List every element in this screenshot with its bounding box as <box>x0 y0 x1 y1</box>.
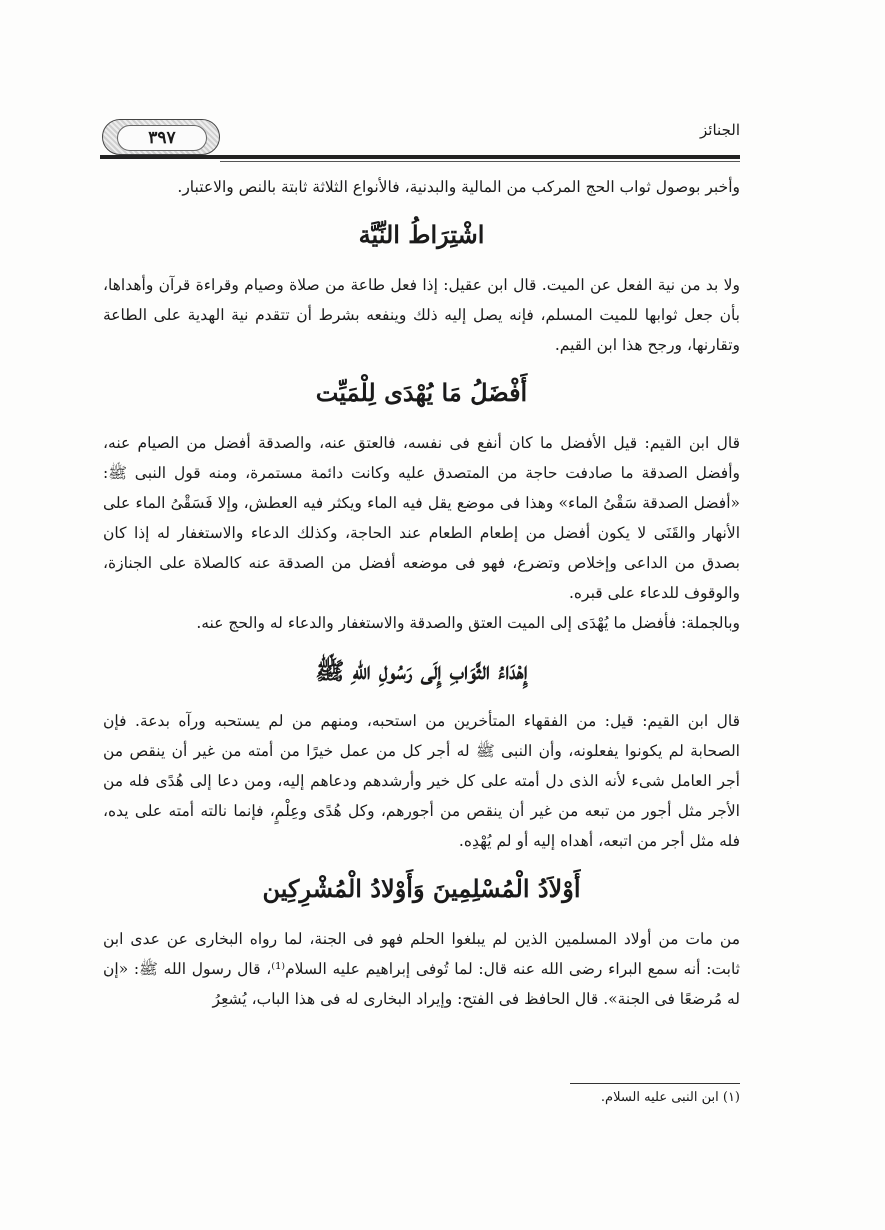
section-heading: أَفْضَلُ مَا يُهْدَى لِلْمَيِّت <box>315 378 528 407</box>
paragraph: ولا بد من نية الفعل عن الميت. قال ابن عقيل: إذا فعل طاعة من صلاة وصيام وقراءة قرآن وأهداها، بأن جعل ثوابها للميت المسلم، فإنه يصل إليه ذلك وينفعه بشرط أن تتقدم نية الهدية على الطاعة وتقارنها، ورجح هذا ابن القيم. <box>103 276 740 354</box>
footnote-rule <box>570 1083 740 1084</box>
footnote: (١) ابن النبى عليه السلام. <box>600 1090 740 1105</box>
header-rule-thin <box>220 161 740 162</box>
paragraph: وبالجملة: فأفضل ما يُهْدَى إلى الميت العتق والصدقة والاستغفار والدعاء له والحج عنه. <box>196 614 740 632</box>
page-header <box>100 115 740 165</box>
header-rule <box>100 155 740 159</box>
footnotes <box>103 1083 740 1105</box>
paragraph: قال ابن القيم: قيل الأفضل ما كان أنفع فى نفسه، فالعتق عنه، والصدقة أفضل من الصيام عنه، وأفضل الصدقة ما صادفت حاجة من المتصدق عليه وكانت دائمة مستمرة، ومنه قول النبى ﷺ: «أفضل الصدقة سَقْىُ الماء» وهذا فى موضع يقل فيه الماء ويكثر فيه العطش، وإلا فَسَقْىُ الماء على الأنهار والقَنَى لا يكون أفضل من إطعام الطعام عند الحاجة، وكذلك الدعاء والاستغفار له إذا كان بصدق من الداعى وإخلاص وتضرع، فهو فى موضعه أفضل من الصدقة عنه كالصلاة على الجنازة، والوقوف للدعاء على قبره. <box>103 434 740 602</box>
paragraph: وأخبر بوصول ثواب الحج المركب من المالية والبدنية، فالأنواع الثلاثة ثابتة بالنص والاعتبار. <box>177 178 740 196</box>
section-heading: إِهْدَاءُ الثَّوَابِ إِلَى رَسُولِ اللهِ ﷺ <box>315 656 528 685</box>
paragraph: من مات من أولاد المسلمين الذين لم يبلغوا الحلم فهو فى الجنة، لما رواه البخارى عن عدى ابن ثابت: أنه سمع البراء رضى الله عنه قال: لما تُوفى إبراهيم عليه السلام⁽¹⁾، قال رسول الله ﷺ: «إن له مُرضعًا فى الجنة». قال الحافظ فى الفتح: وإيراد البخارى له فى هذا الباب، يُشعِرُ <box>103 930 740 1008</box>
page-number: ٣٩٧ <box>117 125 207 151</box>
page-number-badge <box>102 119 220 155</box>
page-body <box>103 172 740 1014</box>
section-heading: اشْتِرَاطُ النِّيَّة <box>358 220 485 249</box>
section-heading: أَوْلاَدُ الْمُسْلِمِينَ وَأَوْلادُ الْمُشْرِكِين <box>262 874 581 903</box>
paragraph: قال ابن القيم: قيل: من الفقهاء المتأخرين من استحبه، ومنهم من لم يستحبه ورآه بدعة. فإن الصحابة لم يكونوا يفعلونه، وأن النبى ﷺ له أجر كل من عمل خيرًا من أمته من غير أن ينقص من أجر العامل شىء لأنه الذى دل أمته على كل خير وأرشدهم ودعاهم إليه، ومن دعا إلى هُدًى فله من الأجر مثل أجور من تبعه من غير أن ينقص من أجورهم، وكل هُدًى وعِلْمٍ، فإنما نالته أمته على يده، فله مثل أجر من اتبعه، أهداه إليه أو لم يُهْدِه. <box>103 712 740 850</box>
chapter-title: الجنائز <box>700 121 740 139</box>
